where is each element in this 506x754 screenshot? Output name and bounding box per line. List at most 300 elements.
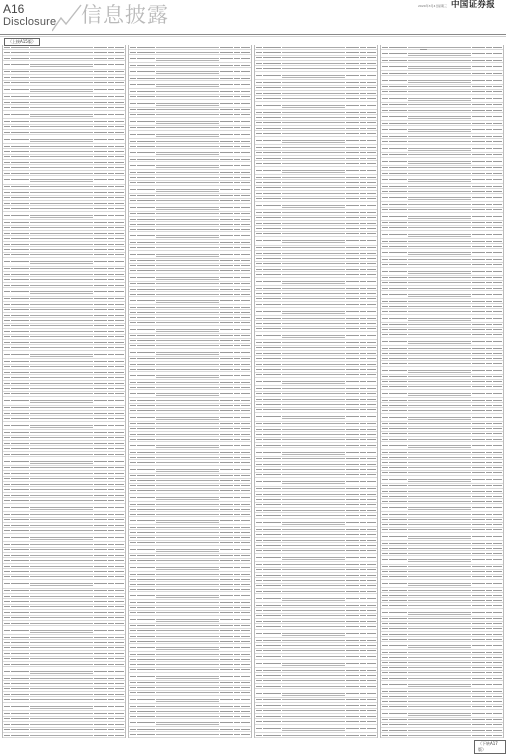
- table-cell: [493, 472, 502, 473]
- table-cell: [94, 500, 107, 501]
- table-cell: [382, 719, 388, 720]
- table-cell: [389, 576, 407, 577]
- table-cell: [94, 372, 107, 373]
- table-cell: [220, 322, 233, 323]
- table-cell: [11, 507, 29, 508]
- table-cell: [382, 735, 388, 736]
- table-cell: [282, 515, 345, 516]
- table-cell: [408, 543, 471, 544]
- table-cell: [30, 215, 93, 216]
- table-cell: [382, 241, 388, 242]
- table-row: [381, 145, 503, 153]
- table-cell: [241, 152, 250, 153]
- table-cell: [493, 645, 502, 646]
- table-cell: [108, 601, 114, 602]
- table-cell: [486, 618, 492, 619]
- table-cell: [30, 418, 93, 419]
- table-cell: [220, 699, 233, 700]
- table-cell: [137, 200, 155, 201]
- table-cell: [382, 209, 388, 210]
- table-cell: [282, 198, 345, 199]
- table-cell: [137, 445, 155, 446]
- table-cell: [263, 650, 281, 651]
- table-cell: [108, 432, 114, 433]
- table-cell: [408, 282, 471, 283]
- table-cell: [30, 71, 93, 72]
- table-cell: [408, 91, 471, 92]
- table-cell: [360, 416, 366, 417]
- table-cell: [108, 82, 114, 83]
- table-cell: [346, 253, 359, 254]
- table-row: [3, 135, 125, 143]
- table-cell: [493, 735, 502, 736]
- table-cell: [156, 711, 219, 712]
- table-cell: [472, 672, 485, 673]
- table-row: [255, 554, 377, 562]
- table-row: [381, 176, 503, 184]
- table-cell: [137, 625, 155, 626]
- table-cell: [346, 474, 359, 475]
- table-cell: [94, 606, 107, 607]
- table-cell: [130, 364, 136, 365]
- table-cell: [156, 195, 219, 196]
- table-cell: [472, 559, 485, 560]
- table-cell: [408, 329, 471, 330]
- table-cell: [130, 229, 136, 230]
- table-cell: [220, 335, 233, 336]
- table-cell: [367, 439, 376, 440]
- table-cell: [108, 285, 114, 286]
- table-cell: [241, 364, 250, 365]
- table-cell: [472, 618, 485, 619]
- table-cell: [137, 195, 155, 196]
- table-cell: [94, 658, 107, 659]
- table-row: [255, 102, 377, 110]
- table-cell: [115, 688, 124, 689]
- table-cell: [256, 429, 262, 430]
- table-cell: [4, 623, 10, 624]
- table-cell: [130, 260, 136, 261]
- table-cell: [115, 167, 124, 168]
- table-cell: [220, 716, 233, 717]
- table-cell: [137, 103, 155, 104]
- table-cell: [11, 162, 29, 163]
- table-cell: [94, 718, 107, 719]
- table-cell: [94, 388, 107, 389]
- table-cell: [241, 699, 250, 700]
- table-cell: [382, 311, 388, 312]
- table-cell: [346, 347, 359, 348]
- table-cell: [130, 716, 136, 717]
- table-cell: [256, 57, 262, 58]
- table-cell: [30, 688, 93, 689]
- table-cell: [130, 207, 136, 208]
- table-cell: [234, 664, 240, 665]
- table-cell: [382, 341, 388, 342]
- table-cell: [108, 443, 114, 444]
- table-cell: [472, 66, 485, 67]
- table-cell: [263, 198, 281, 199]
- table-cell: [382, 652, 388, 653]
- table-cell: [130, 195, 136, 196]
- table-cell: [30, 162, 93, 163]
- table-cell: [360, 504, 366, 505]
- table-cell: [94, 89, 107, 90]
- table-cell: [137, 417, 155, 418]
- table-cell: [108, 560, 114, 561]
- table-cell: [11, 366, 29, 367]
- table-cell: [115, 699, 124, 700]
- table-cell: [389, 86, 407, 87]
- table-cell: [282, 57, 345, 58]
- table-cell: [360, 598, 366, 599]
- table-cell: [108, 617, 114, 618]
- table-cell: [241, 340, 250, 341]
- table-cell: [220, 542, 233, 543]
- table-cell: [389, 590, 407, 591]
- table-cell: [130, 549, 136, 550]
- table-cell: [263, 152, 281, 153]
- table-cell: [108, 699, 114, 700]
- table-cell: [382, 678, 388, 679]
- table-cell: [367, 128, 376, 129]
- table-cell: [263, 281, 281, 282]
- table-cell: [4, 571, 10, 572]
- table-cell: [156, 109, 219, 110]
- table-cell: [346, 323, 359, 324]
- table-cell: [220, 254, 233, 255]
- table-cell: [156, 549, 219, 550]
- table-cell: [263, 57, 281, 58]
- table-cell: [137, 475, 155, 476]
- table-cell: [130, 452, 136, 453]
- table-cell: [108, 372, 114, 373]
- table-cell: [11, 537, 29, 538]
- table-cell: [493, 678, 502, 679]
- table-cell: [30, 530, 93, 531]
- table-cell: [234, 527, 240, 528]
- table-cell: [256, 358, 262, 359]
- table-cell: [108, 596, 114, 597]
- table-cell: [156, 387, 219, 388]
- table-cell: [282, 458, 345, 459]
- table-row: [381, 556, 503, 564]
- table-cell: [115, 735, 124, 736]
- table-cell: [346, 510, 359, 511]
- table-row: [129, 673, 251, 681]
- table-cell: [30, 254, 93, 255]
- table-cell: [389, 485, 407, 486]
- table-cell: [389, 148, 407, 149]
- table-cell: [360, 281, 366, 282]
- table-cell: [115, 186, 124, 187]
- table-cell: [234, 317, 240, 318]
- table-row: [3, 61, 125, 69]
- table-cell: [472, 662, 485, 663]
- table-cell: [486, 467, 492, 468]
- table-cell: [408, 370, 471, 371]
- table-cell: [486, 334, 492, 335]
- table-cell: [360, 288, 366, 289]
- table-cell: [346, 122, 359, 123]
- table-cell: [11, 495, 29, 496]
- table-cell: [115, 454, 124, 455]
- table-cell: [382, 98, 388, 99]
- table-cell: [220, 579, 233, 580]
- table-cell: [263, 98, 281, 99]
- table-cell: [263, 182, 281, 183]
- table-cell: [115, 418, 124, 419]
- table-cell: [4, 132, 10, 133]
- table-row: [381, 367, 503, 375]
- table-cell: [367, 223, 376, 224]
- table-cell: [360, 423, 366, 424]
- table-cell: [486, 53, 492, 54]
- table-cell: [94, 197, 107, 198]
- table-cell: [256, 716, 262, 717]
- table-cell: [367, 545, 376, 546]
- table-cell: [108, 500, 114, 501]
- table-cell: [360, 399, 366, 400]
- table-row: [381, 580, 503, 588]
- table-cell: [108, 268, 114, 269]
- table-cell: [220, 584, 233, 585]
- table-cell: [11, 146, 29, 147]
- table-cell: [234, 312, 240, 313]
- table-cell: [30, 383, 93, 384]
- table-cell: [94, 407, 107, 408]
- table-cell: [256, 534, 262, 535]
- table-cell: [256, 650, 262, 651]
- table-cell: [30, 653, 93, 654]
- table-row: [381, 291, 503, 299]
- table-cell: [382, 571, 388, 572]
- table-cell: [493, 519, 502, 520]
- table-cell: [108, 320, 114, 321]
- table-cell: [493, 457, 502, 458]
- table-cell: [220, 560, 233, 561]
- table-cell: [389, 259, 407, 260]
- table-cell: [472, 376, 485, 377]
- table-cell: [115, 179, 124, 180]
- table-cell: [256, 434, 262, 435]
- table-cell: [408, 348, 471, 349]
- table-cell: [108, 156, 114, 157]
- table-cell: [108, 473, 114, 474]
- table-cell: [472, 179, 485, 180]
- table-cell: [360, 353, 366, 354]
- table-cell: [493, 110, 502, 111]
- table-cell: [367, 117, 376, 118]
- table-cell: [4, 612, 10, 613]
- table-cell: [256, 675, 262, 676]
- table-cell: [282, 569, 345, 570]
- table-cell: [11, 52, 29, 53]
- table-cell: [115, 354, 124, 355]
- table-cell: [493, 282, 502, 283]
- table-cell: [220, 172, 233, 173]
- table-cell: [360, 716, 366, 717]
- table-cell: [94, 448, 107, 449]
- table-cell: [11, 208, 29, 209]
- table-cell: [115, 525, 124, 526]
- table-cell: [263, 656, 281, 657]
- table-cell: [263, 240, 281, 241]
- table-cell: [94, 576, 107, 577]
- table-cell: [360, 358, 366, 359]
- table-cell: [263, 52, 281, 53]
- table-cell: [408, 566, 471, 567]
- table-cell: [389, 191, 407, 192]
- table-row: [255, 478, 377, 486]
- table-cell: [282, 429, 345, 430]
- table-row: [3, 580, 125, 588]
- table-cell: [256, 133, 262, 134]
- table-cell: [115, 52, 124, 53]
- table-cell: [486, 639, 492, 640]
- table-cell: [360, 347, 366, 348]
- table-cell: [4, 630, 10, 631]
- table-cell: [486, 186, 492, 187]
- table-cell: [241, 692, 250, 693]
- table-cell: [241, 189, 250, 190]
- table-cell: [220, 127, 233, 128]
- table-cell: [220, 219, 233, 220]
- table-cell: [130, 434, 136, 435]
- table-cell: [472, 696, 485, 697]
- table-cell: [234, 625, 240, 626]
- table-cell: [94, 215, 107, 216]
- table-cell: [263, 117, 281, 118]
- table-cell: [108, 530, 114, 531]
- table-cell: [241, 121, 250, 122]
- table-cell: [367, 152, 376, 153]
- table-cell: [263, 621, 281, 622]
- table-cell: [486, 277, 492, 278]
- table-cell: [108, 713, 114, 714]
- table-cell: [263, 515, 281, 516]
- table-cell: [367, 585, 376, 586]
- table-cell: [472, 288, 485, 289]
- table-cell: [346, 721, 359, 722]
- table-cell: [282, 598, 345, 599]
- table-row: [381, 733, 503, 738]
- table-cell: [486, 301, 492, 302]
- table-cell: [493, 405, 502, 406]
- table-cell: [30, 718, 93, 719]
- table-cell: [130, 480, 136, 481]
- table-cell: [389, 129, 407, 130]
- table-cell: [241, 423, 250, 424]
- table-cell: [493, 600, 502, 601]
- table-cell: [11, 590, 29, 591]
- table-cell: [282, 133, 345, 134]
- table-cell: [408, 457, 471, 458]
- table-cell: [241, 729, 250, 730]
- table-cell: [282, 656, 345, 657]
- table-cell: [486, 381, 492, 382]
- table-cell: [282, 534, 345, 535]
- table-cell: [472, 684, 485, 685]
- table-cell: [11, 407, 29, 408]
- table-cell: [137, 567, 155, 568]
- table-cell: [4, 735, 10, 736]
- table-row: [381, 63, 503, 71]
- table-cell: [137, 722, 155, 723]
- table-cell: [234, 189, 240, 190]
- table-cell: [108, 325, 114, 326]
- table-cell: [130, 300, 136, 301]
- table-cell: [11, 560, 29, 561]
- table-cell: [472, 129, 485, 130]
- table-cell: [346, 540, 359, 541]
- table-cell: [389, 507, 407, 508]
- table-cell: [234, 387, 240, 388]
- table-cell: [234, 358, 240, 359]
- table-cell: [156, 283, 219, 284]
- table-cell: [156, 172, 219, 173]
- table-cell: [11, 478, 29, 479]
- table-cell: [234, 91, 240, 92]
- table-cell: [360, 117, 366, 118]
- table-cell: [130, 410, 136, 411]
- table-cell: [382, 485, 388, 486]
- table-cell: [234, 340, 240, 341]
- table-cell: [30, 146, 93, 147]
- table-cell: [408, 548, 471, 549]
- table-cell: [30, 507, 93, 508]
- table-cell: [367, 534, 376, 535]
- table-cell: [346, 409, 359, 410]
- table-cell: [408, 86, 471, 87]
- table-cell: [346, 429, 359, 430]
- table-cell: [263, 494, 281, 495]
- table-cell: [360, 82, 366, 83]
- table-row: [255, 630, 377, 638]
- table-cell: [115, 443, 124, 444]
- table-cell: [493, 612, 502, 613]
- table-cell: [156, 579, 219, 580]
- table-cell: [4, 244, 10, 245]
- table-cell: [156, 182, 219, 183]
- table-cell: [94, 139, 107, 140]
- table-cell: [493, 623, 502, 624]
- table-column: [128, 45, 252, 738]
- table-cell: [263, 82, 281, 83]
- table-cell: [156, 595, 219, 596]
- table-cell: [156, 641, 219, 642]
- table-row: [129, 517, 251, 525]
- table-cell: [263, 374, 281, 375]
- table-cell: [4, 706, 10, 707]
- table-cell: [94, 664, 107, 665]
- table-cell: [367, 342, 376, 343]
- table-cell: [234, 567, 240, 568]
- table-cell: [30, 336, 93, 337]
- table-cell: [137, 289, 155, 290]
- table-cell: [156, 277, 219, 278]
- table-cell: [389, 452, 407, 453]
- table-cell: [367, 98, 376, 99]
- table-cell: [256, 591, 262, 592]
- table-cell: [282, 205, 345, 206]
- table-cell: [486, 672, 492, 673]
- table-cell: [241, 405, 250, 406]
- table-cell: [282, 423, 345, 424]
- table-cell: [94, 186, 107, 187]
- table-cell: [472, 548, 485, 549]
- table-cell: [234, 400, 240, 401]
